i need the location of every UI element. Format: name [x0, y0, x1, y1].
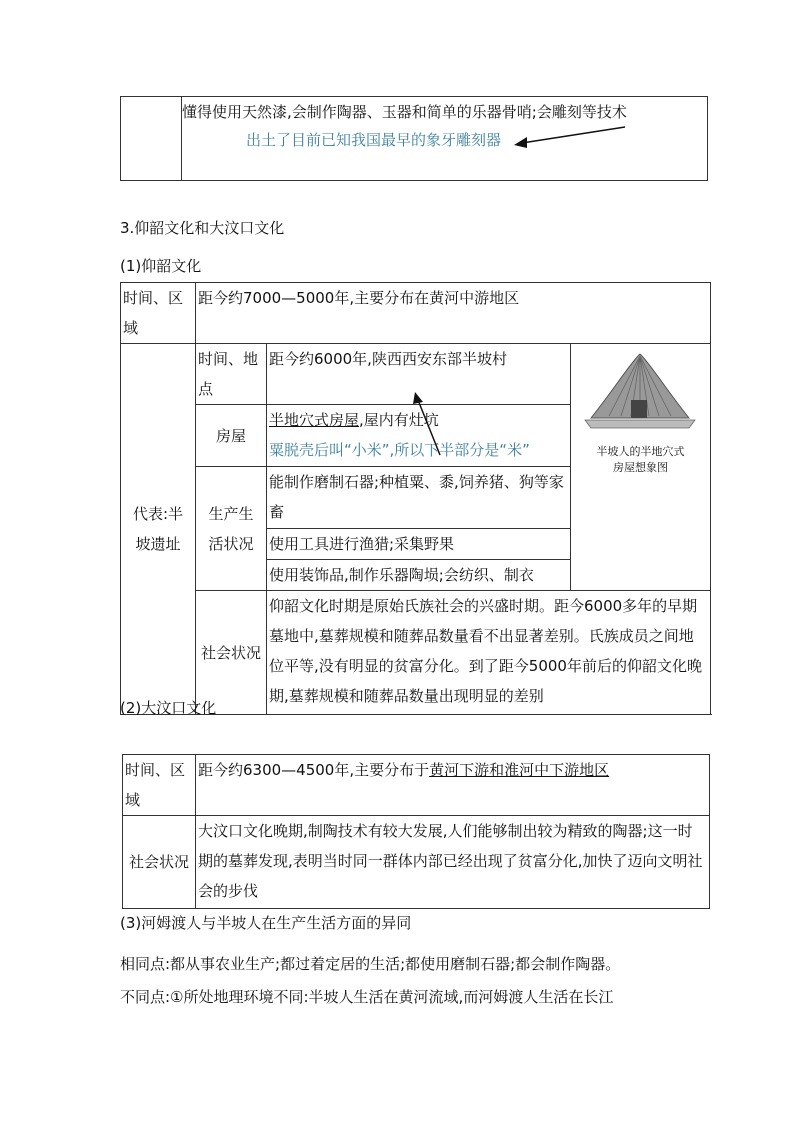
life-value-2: 使用工具进行渔猎;采集野果: [267, 529, 571, 560]
dawenkou-time-label: 时间、区域: [123, 755, 196, 816]
banpo-time-label: 时间、地点: [196, 344, 267, 405]
banpo-house-image-cell: [571, 344, 711, 591]
image-caption-1: 半坡人的半地穴式: [596, 445, 685, 458]
section-heading-3: 3.仰韶文化和大汶口文化: [120, 219, 285, 237]
subheading-comparison: (3)河姆渡人与半坡人在生产生活方面的异同: [120, 914, 412, 932]
banpo-time-value: 距今约6000年,陕西西安东部半坡村: [267, 344, 571, 405]
house-label: 房屋: [196, 405, 267, 467]
house-illustration-image: [571, 348, 709, 434]
differences-text: 不同点:①所处地理环境不同:半坡人生活在黄河流域,而河姆渡人生活在长江: [120, 988, 614, 1006]
yangshao-time-label: 时间、区域: [121, 283, 196, 344]
dawenkou-region: 黄河下游和淮河中下游地区: [429, 761, 610, 779]
house-value-rest: ,屋内有灶坑: [359, 411, 439, 429]
house-note: 粟脱壳后叫“小米”,所以下半部分是“米”: [269, 441, 530, 459]
annotation-arrow-mid: [400, 390, 460, 470]
life-label: 生产生活状况: [196, 467, 267, 591]
top-table-note: 出土了目前已知我国最早的象牙雕刻器: [246, 131, 502, 149]
life-value-3: 使用装饰品,制作乐器陶埙;会纺织、制衣: [267, 560, 571, 591]
dawenkou-society-label: 社会状况: [123, 816, 196, 909]
yangshao-time-value: 距今约7000—5000年,主要分布在黄河中游地区: [196, 283, 711, 344]
dawenkou-table: [122, 754, 710, 909]
annotation-arrow-top: [500, 100, 640, 160]
image-caption-2: 房屋想象图: [613, 461, 668, 474]
yangshao-rep-label: 代表:半坡遗址: [121, 344, 196, 715]
life-value-1: 能制作磨制石器;种植粟、黍,饲养猪、狗等家畜: [267, 467, 571, 529]
dawenkou-time-value-cell: [196, 755, 710, 816]
top-table-line1: 懂得使用天然漆,会制作陶器、玉器和简单的乐器骨哨;会雕刻等技术: [182, 103, 627, 121]
yangshao-table: [120, 282, 711, 715]
society-value: 仰韶文化时期是原始氏族社会的兴盛时期。距今6000多年的早期墓地中,墓葬规模和随葬品数量看不出显著差别。氏族成员之间地位平等,没有明显的贫富分化。到了距今5000年前后的仰韶文化晚期,墓葬规模和随葬品数量出现明显的差别: [267, 591, 711, 715]
society-label: 社会状况: [196, 591, 267, 715]
subheading-dawenkou: (2)大汶口文化: [120, 699, 217, 717]
top-table-empty-cell: [121, 97, 182, 181]
similarities-text: 相同点:都从事农业生产;都过着定居的生活;都使用磨制石器;都会制作陶器。: [120, 955, 621, 973]
dawenkou-time-value: 距今约6300—4500年,主要分布于: [198, 761, 430, 779]
subheading-yangshao: (1)仰韶文化: [120, 257, 202, 275]
dawenkou-society-value: 大汶口文化晚期,制陶技术有较大发展,人们能够制出较为精致的陶器;这一时期的墓葬发现,表明当时同一群体内部已经出现了贫富分化,加快了迈向文明社会的步伐: [196, 816, 710, 909]
house-value: 半地穴式房屋: [269, 411, 360, 429]
